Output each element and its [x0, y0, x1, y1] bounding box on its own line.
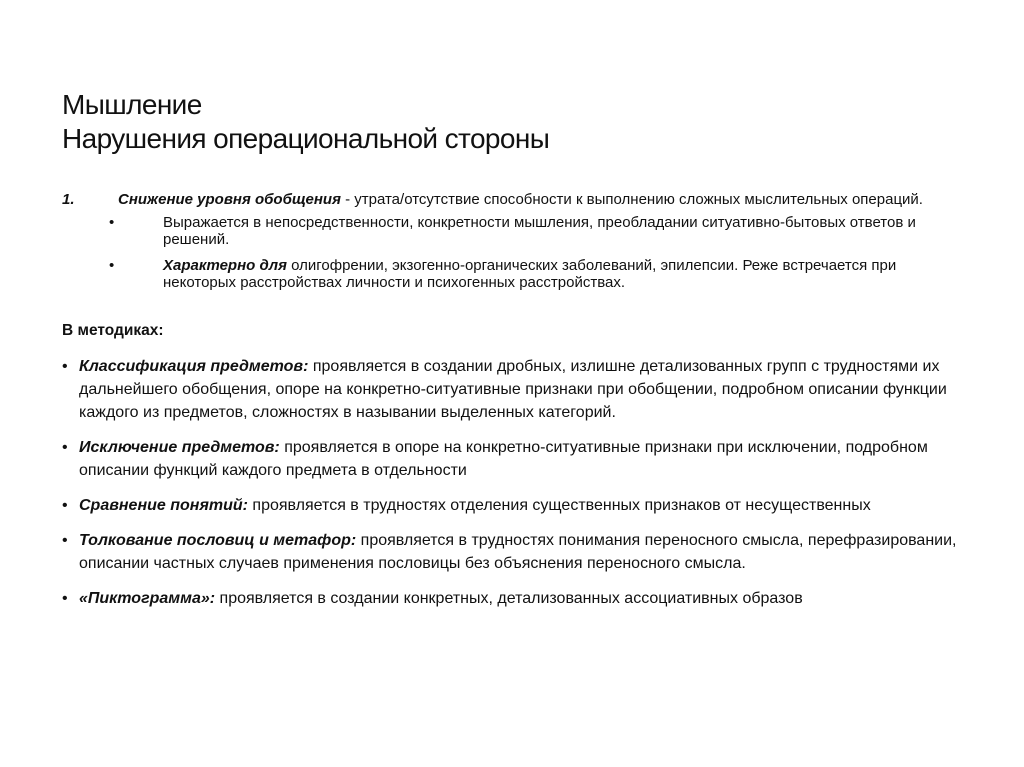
bullet-icon: •	[109, 214, 115, 231]
method-item-classification	[62, 355, 962, 424]
bullet-icon: •	[62, 439, 68, 456]
slide-title	[62, 88, 549, 156]
method-term: «Пиктограмма»:	[79, 590, 216, 607]
methods-heading: В методиках:	[62, 322, 164, 339]
bullet-icon: •	[62, 497, 68, 514]
method-term: Толкование пословиц и метафор:	[79, 532, 357, 549]
sub-item-text: олигофрении, экзогенно-органических заболеваний, эпилепсии. Реже встречается при некоторых расстройствах личности и психогенных расстройствах.	[163, 257, 897, 291]
item-text: - утрата/отсутствие способности к выполнению сложных мыслительных операций.	[340, 191, 923, 208]
bullet-icon: •	[109, 257, 115, 274]
bullet-icon: •	[62, 590, 68, 607]
sub-item	[62, 214, 942, 248]
title-line-2: Нарушения операциональной стороны	[62, 123, 550, 154]
method-text: проявляется в опоре на конкретно-ситуативные признаки при исключении, подробном описании функций каждого предмета в отдельности	[79, 439, 928, 479]
bullet-icon: •	[62, 358, 68, 375]
method-term: Исключение предметов:	[79, 439, 280, 456]
sub-list	[62, 214, 942, 291]
method-item-comparison	[62, 494, 962, 517]
numbered-item-1	[62, 191, 942, 208]
method-text: проявляется в создании конкретных, детализованных ассоциативных образов	[215, 590, 803, 607]
method-item-proverbs	[62, 529, 962, 575]
item-term: Снижение уровня обобщения	[118, 191, 341, 208]
method-term: Классификация предметов:	[79, 358, 309, 375]
title-line-1: Мышление	[62, 89, 202, 120]
method-text: проявляется в трудностях понимания переносного смысла, перефразировании, описании частных случаев применения пословицы без объяснения переносного смысла.	[79, 532, 957, 572]
method-term: Сравнение понятий:	[79, 497, 248, 514]
method-text: проявляется в создании дробных, излишне детализованных групп с трудностями их дальнейшего обобщения, опоре на конкретно-ситуативные признаки при обобщении, подробном описании функции каждого из предметов, сложностях в назывании выделенных категорий.	[79, 358, 947, 421]
numbered-section	[62, 191, 942, 300]
method-item-pictogram	[62, 587, 962, 610]
sub-item	[62, 257, 942, 291]
method-text: проявляется в трудностях отделения существенных признаков от несущественных	[247, 497, 871, 514]
methods-list	[62, 355, 962, 622]
sub-item-text: Выражается в непосредственности, конкретности мышления, преобладании ситуативно-бытовых ответов и решений.	[163, 214, 916, 248]
method-item-exclusion	[62, 436, 962, 482]
bullet-icon: •	[62, 532, 68, 549]
sub-item-term: Характерно для	[163, 257, 287, 274]
item-number: 1.	[62, 191, 75, 208]
